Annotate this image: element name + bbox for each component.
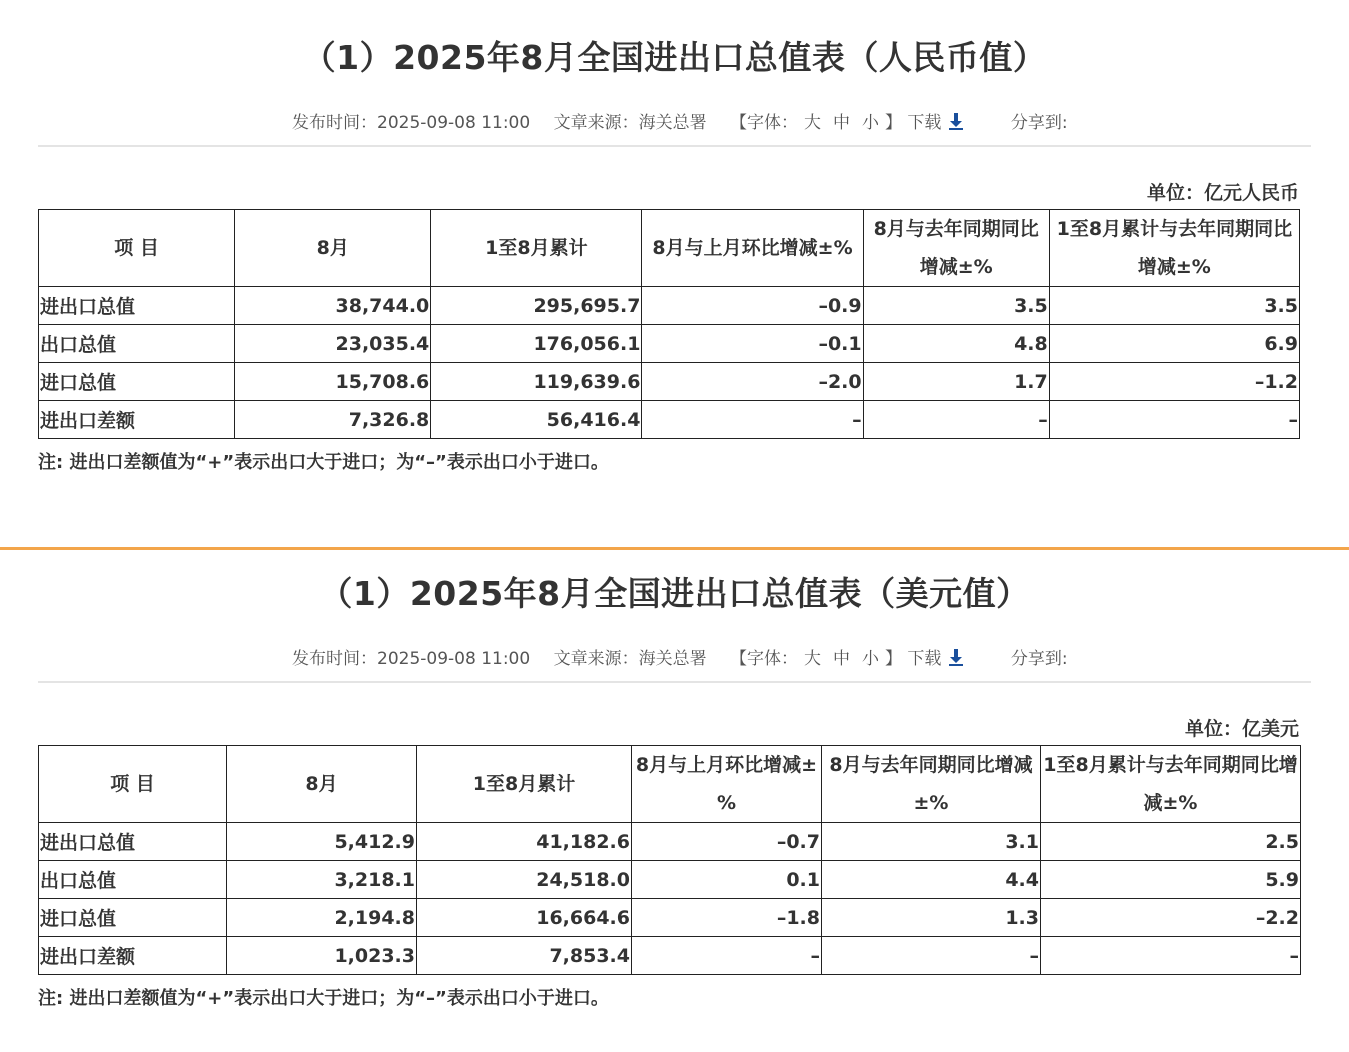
font-small-button[interactable]: 小 — [862, 113, 880, 133]
header-mom: 8月与上月环比增减±% — [642, 210, 863, 287]
source-label: 文章来源： — [553, 649, 639, 669]
font-size-close: 】 — [885, 113, 903, 133]
header-item: 项 目 — [39, 746, 227, 823]
table-row — [39, 401, 1300, 439]
cell-mom: –0.1 — [642, 325, 863, 363]
publish-label: 发布时间： — [292, 113, 377, 133]
meta-divider — [38, 681, 1311, 683]
cell-month: 23,035.4 — [235, 325, 431, 363]
page-title: （1）2025年8月全国进出口总值表（人民币值） — [302, 38, 1047, 77]
cell-yoy: 3.1 — [822, 823, 1041, 861]
download-link[interactable] — [907, 108, 963, 133]
cell-mom: –2.0 — [642, 363, 863, 401]
cell-yoy: 4.8 — [863, 325, 1049, 363]
usd-table — [38, 745, 1301, 975]
cell-cum-yoy: 2.5 — [1041, 823, 1301, 861]
share-label: 分享到: — [1010, 649, 1068, 669]
source-name: 海关总署 — [638, 649, 707, 669]
table-row — [39, 899, 1301, 937]
share-label: 分享到: — [1010, 113, 1068, 133]
row-label: 进出口差额 — [39, 937, 227, 975]
publish-time: 2025-09-08 11:00 — [377, 113, 531, 133]
cell-yoy: – — [822, 937, 1041, 975]
cell-cumulative: 7,853.4 — [417, 937, 632, 975]
cell-mom: –0.7 — [632, 823, 822, 861]
cell-month: 15,708.6 — [235, 363, 431, 401]
header-month: 8月 — [235, 210, 431, 287]
download-icon — [949, 649, 963, 667]
header-yoy: 8月与去年同期同比增减±% — [863, 210, 1049, 287]
download-link[interactable] — [907, 644, 963, 669]
source-label: 文章来源： — [553, 113, 639, 133]
cell-month: 3,218.1 — [227, 861, 417, 899]
header-yoy: 8月与去年同期同比增减±% — [822, 746, 1041, 823]
table-note: 注: 进出口差额值为“+”表示出口大于进口；为“–”表示出口小于进口。 — [38, 988, 609, 1009]
table-note: 注: 进出口差额值为“+”表示出口大于进口；为“–”表示出口小于进口。 — [38, 452, 609, 473]
meta-divider — [38, 145, 1311, 147]
cell-yoy: 4.4 — [822, 861, 1041, 899]
table-row — [39, 287, 1300, 325]
publish-label: 发布时间： — [292, 649, 377, 669]
row-label: 进出口总值 — [39, 823, 227, 861]
row-label: 出口总值 — [39, 325, 235, 363]
cell-mom: – — [642, 401, 863, 439]
cell-cum-yoy: 5.9 — [1041, 861, 1301, 899]
font-size-label: 【字体： — [730, 113, 799, 133]
font-size-label: 【字体： — [730, 649, 799, 669]
cell-mom: – — [632, 937, 822, 975]
unit-label: 单位：亿元人民币 — [1146, 182, 1299, 204]
download-label: 下载 — [907, 113, 942, 133]
row-label: 出口总值 — [39, 861, 227, 899]
cell-month: 1,023.3 — [227, 937, 417, 975]
page-title: （1）2025年8月全国进出口总值表（美元值） — [319, 574, 1030, 613]
cell-mom: 0.1 — [632, 861, 822, 899]
font-medium-button[interactable]: 中 — [833, 113, 851, 133]
cell-yoy: – — [863, 401, 1049, 439]
cell-cumulative: 119,639.6 — [431, 363, 642, 401]
row-label: 进口总值 — [39, 899, 227, 937]
cell-month: 5,412.9 — [227, 823, 417, 861]
header-item: 项 目 — [39, 210, 235, 287]
cell-cumulative: 41,182.6 — [417, 823, 632, 861]
table-row — [39, 861, 1301, 899]
cell-month: 38,744.0 — [235, 287, 431, 325]
cell-cum-yoy: 3.5 — [1049, 287, 1299, 325]
font-large-button[interactable]: 大 — [804, 113, 822, 133]
font-large-button[interactable]: 大 — [804, 649, 822, 669]
cell-yoy: 1.7 — [863, 363, 1049, 401]
font-size-close: 】 — [885, 649, 903, 669]
header-cumulative: 1至8月累计 — [431, 210, 642, 287]
table-row — [39, 363, 1300, 401]
cell-cumulative: 24,518.0 — [417, 861, 632, 899]
section-divider — [0, 547, 1349, 550]
header-month: 8月 — [227, 746, 417, 823]
cell-cum-yoy: –1.2 — [1049, 363, 1299, 401]
publish-time: 2025-09-08 11:00 — [377, 649, 531, 669]
cell-cumulative: 56,416.4 — [431, 401, 642, 439]
cell-cum-yoy: 6.9 — [1049, 325, 1299, 363]
article-meta — [292, 644, 1068, 669]
article-meta — [292, 108, 1068, 133]
font-medium-button[interactable]: 中 — [833, 649, 851, 669]
cell-yoy: 3.5 — [863, 287, 1049, 325]
cell-mom: –0.9 — [642, 287, 863, 325]
row-label: 进口总值 — [39, 363, 235, 401]
table-row — [39, 823, 1301, 861]
cell-cumulative: 295,695.7 — [431, 287, 642, 325]
header-cumulative: 1至8月累计 — [417, 746, 632, 823]
row-label: 进出口差额 — [39, 401, 235, 439]
cell-month: 2,194.8 — [227, 899, 417, 937]
cell-cum-yoy: –2.2 — [1041, 899, 1301, 937]
cell-month: 7,326.8 — [235, 401, 431, 439]
row-label: 进出口总值 — [39, 287, 235, 325]
download-label: 下载 — [907, 649, 942, 669]
unit-label: 单位：亿美元 — [1184, 718, 1299, 740]
table-header-row — [39, 210, 1300, 287]
cell-cumulative: 176,056.1 — [431, 325, 642, 363]
table-row — [39, 937, 1301, 975]
cell-cum-yoy: – — [1049, 401, 1299, 439]
table-row — [39, 325, 1300, 363]
cell-yoy: 1.3 — [822, 899, 1041, 937]
header-cum-yoy: 1至8月累计与去年同期同比增减±% — [1041, 746, 1301, 823]
cell-mom: –1.8 — [632, 899, 822, 937]
source-name: 海关总署 — [638, 113, 707, 133]
table-header-row — [39, 746, 1301, 823]
cell-cumulative: 16,664.6 — [417, 899, 632, 937]
rmb-table — [38, 209, 1300, 439]
header-mom: 8月与上月环比增减±% — [632, 746, 822, 823]
download-icon — [949, 113, 963, 131]
cell-cum-yoy: – — [1041, 937, 1301, 975]
font-small-button[interactable]: 小 — [862, 649, 880, 669]
header-cum-yoy: 1至8月累计与去年同期同比增减±% — [1049, 210, 1299, 287]
